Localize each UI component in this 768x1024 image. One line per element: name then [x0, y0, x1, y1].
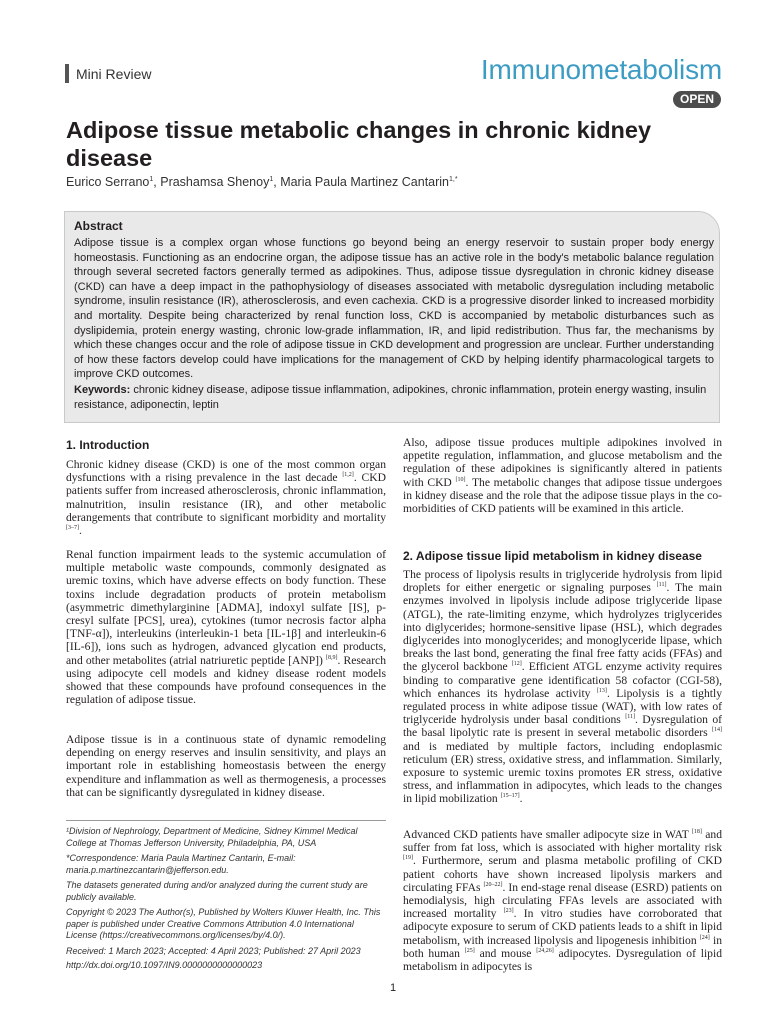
section-heading-introduction: 1. Introduction — [66, 438, 150, 452]
open-access-badge: OPEN — [673, 91, 721, 108]
author-affiliation-mark: 1 — [269, 175, 274, 183]
citation[interactable]: [24] — [699, 934, 710, 941]
abstract-text: Adipose tissue is a complex organ whose functions go beyond being an energy reservoir to sustain proper body energy homeostasis. Functioning as an endocrine organ, the adipose tissue has an active role in the body's metabolic balance regulation through several secreted factors generally termed as adipokines. Thus, adipose tissue dysregulation in chronic kidney disease (CKD) can have a deep impact in the pathophysiology of diseases associated with metabolic dysregulation including metabolic syndrome, insulin resistance (IR), atherosclerosis, and even cachexia. CKD is a progressive disorder linked to increased morbidity and mortality. Despite being characterized by renal function loss, CKD is accompanied by metabolic disturbances such as dyslipidemia, protein energy wasting, chronic low-grade inflammation, IR, and lipid redistribution. Thus far, the mechanisms by which these changes occur and the role of adipose tissue in CKD development and progression are unclear. Further understanding of how these factors develop could have implications for the management of CKD by helping identify pharmacological targets to improve CKD outcomes. — [74, 237, 714, 381]
footnote-affiliation: ¹Division of Nephrology, Department of Medicine, Sidney Kimmel Medical College at Thomas Jefferson University, Philadelphia, PA, USA — [66, 826, 358, 848]
citation[interactable]: [14] — [712, 727, 722, 734]
abstract-heading: Abstract — [74, 219, 123, 233]
section-label: Mini Review — [76, 66, 152, 82]
citation[interactable]: [15–17] — [500, 793, 520, 800]
citation[interactable]: [24,26] — [536, 947, 554, 954]
citation[interactable]: [8,9] — [326, 654, 338, 661]
footnote-doi[interactable]: http://dx.doi.org/10.1097/IN9.0000000000000023 — [66, 960, 263, 970]
section-heading-lipid-metabolism: 2. Adipose tissue lipid metabolism in kidney disease — [403, 549, 702, 563]
paragraph: Chronic kidney disease (CKD) is one of the most common organ dysfunctions with a rising prevalence in the last decade [1,2]. CKD patients suffer from increased atherosclerosis, chronic inflammation, malnutrition, insulin resistance (IR), and other metabolic derangements that contribute to significant morbidity and mortality [3–7]. — [66, 458, 386, 538]
paragraph: Advanced CKD patients have smaller adipocyte size in WAT [18] and suffer from fat loss, which is associated with higher mortality risk [19]. Furthermore, serum and plasma metabolic profiling of CKD patient cohorts have shown increased lipolysis markers and circulating FFAs [20–22]. In end-stage renal disease (ESRD) patients on hemodialysis, high circulating FFAs levels are associated with increased mortality [23]. In vitro studies have corroborated that adipocyte exposure to serum of CKD patients leads to a shift in lipid metabolism, with increased lipolysis and lipogenesis inhibition [24] in both human [25] and mouse [24,26] adipocytes. Dysregulation of lipid metabolism in adipocytes is — [403, 828, 722, 974]
citation[interactable]: [20–22] — [483, 881, 503, 888]
footnote-correspondence[interactable]: *Correspondence: Maria Paula Martinez Cantarin, E-mail: maria.p.martinezcantarin@jefferson.edu. — [66, 853, 296, 875]
keywords — [74, 383, 714, 412]
paragraph: Renal function impairment leads to the systemic accumulation of multiple metabolic waste compounds, commonly designated as uremic toxins, which have adverse effects on body function. These toxins include degradation products of protein metabolism (asymmetric dimethylarginine [ADMA], indoxyl sulfate [IS], p-cresyl sulfate [PCS], urea), cytokines (tumor necrosis factor alpha [TNF-α]), interleukins (interleukin-1 beta [IL-1β] and interleukin-6 [IL-6]), ions such as hydrogen, advanced glycation end products, and other metabolites (atrial natriuretic peptide [ANP]) [8,9]. Research using adipocyte cell models and kidney disease rodent models showed that these compounds have profound consequences in the regulation of adipose tissue. — [66, 548, 386, 707]
footnote-copyright: Copyright © 2023 The Author(s), Published by Wolters Kluwer Health, Inc. This paper is published under Creative Commons Attribution 4.0 International License (https://creativecommons.org/licenses/by/4.0/). — [66, 907, 381, 940]
journal-name[interactable]: Immunometabolism — [480, 54, 722, 85]
citation[interactable]: [12] — [511, 661, 522, 668]
footnote-divider — [66, 820, 386, 821]
author-name[interactable]: Maria Paula Martinez Cantarin — [280, 175, 450, 189]
citation[interactable]: [3–7] — [66, 525, 79, 532]
author-affiliation-mark: 1 — [149, 175, 154, 183]
paragraph: Adipose tissue is in a continuous state of dynamic remodeling depending on energy reserves and insulin sensitivity, and plays an important role in establishing homeostasis between the energy expenditure and inflammation as well as thermogenesis, a processes that can be significantly dysregulated in kidney disease. — [66, 733, 386, 799]
keywords-label: Keywords: — [74, 384, 131, 396]
article-title: Adipose tissue metabolic changes in chronic kidney disease — [66, 117, 652, 171]
section-rule-bar — [65, 64, 69, 83]
footnote-data-statement: The datasets generated during and/or analyzed during the current study are publicly available. — [66, 880, 368, 902]
citation[interactable]: [25] — [464, 947, 475, 954]
citation[interactable]: [13] — [596, 687, 607, 694]
paragraph: Also, adipose tissue produces multiple adipokines involved in appetite regulation, inflammation, and glucose metabolism and the regulation of these adipokines is significantly altered in patients with CKD [10]. The metabolic changes that adipose tissue undergoes in kidney disease and the role that the adipose tissue plays in the co-morbidities of CKD patients will be examined in this article. — [403, 436, 722, 516]
keywords-list: chronic kidney disease, adipose tissue inflammation, adipokines, chronic inflammation, protein energy wasting, insulin resistance, adiponectin, leptin — [74, 384, 707, 411]
citation[interactable]: [10] — [455, 476, 466, 483]
citation[interactable]: [18] — [691, 829, 702, 836]
footnote-dates: Received: 1 March 2023; Accepted: 4 April 2023; Published: 27 April 2023 — [66, 946, 361, 956]
author-name[interactable]: Prashamsa Shenoy — [160, 175, 270, 189]
citation[interactable]: [11] — [625, 714, 635, 721]
citation[interactable]: [19] — [403, 855, 413, 862]
page-number: 1 — [389, 982, 397, 994]
citation[interactable]: [1,2] — [342, 472, 354, 479]
paragraph: The process of lipolysis results in triglyceride hydrolysis from lipid droplets for either energetic or signaling purposes [11]. The main enzymes involved in lipolysis include adipose triglyceride lipase (ATGL), the rate-limiting enzyme, which hydrolyzes triglycerides into diglycerides; hormone-sensitive lipase (HSL), which degrades diglycerides into monoglycerides; and monoglyceride lipase, which breaks the last bond, generating the final free fatty acids (FFAs) and the glycerol backbone [12]. Efficient ATGL enzyme activity requires binding to comparative gene identification 58 cofactor (CGI-58), which enhances its hydrolase activity [13]. Lipolysis is a tightly regulated process in white adipose tissue (WAT), with low rates of triglyceride hydrolysis under basal conditions [11]. Dysregulation of the basal lipolytic rate is present in several metabolic disorders [14] and is mediated by multiple factors, including endoplasmic reticulum (ER) stress, oxidative stress, and inflammation. Similarly, exposure to systemic uremic toxins promotes ER stress, oxidative stress, and inflammation in adipocytes, which leads to the changes in lipid mobilization [15–17]. — [403, 568, 723, 806]
citation[interactable]: [23] — [503, 908, 514, 915]
author-name[interactable]: Eurico Serrano — [66, 175, 150, 189]
author-list: Eurico Serrano$^1$, Prashamsa Shenoy$^1$, Maria Paula Martinez Cantarin$^{1,*}$ — [66, 175, 458, 189]
author-affiliation-mark: 1,* — [449, 175, 458, 183]
citation[interactable]: [11] — [656, 582, 667, 589]
